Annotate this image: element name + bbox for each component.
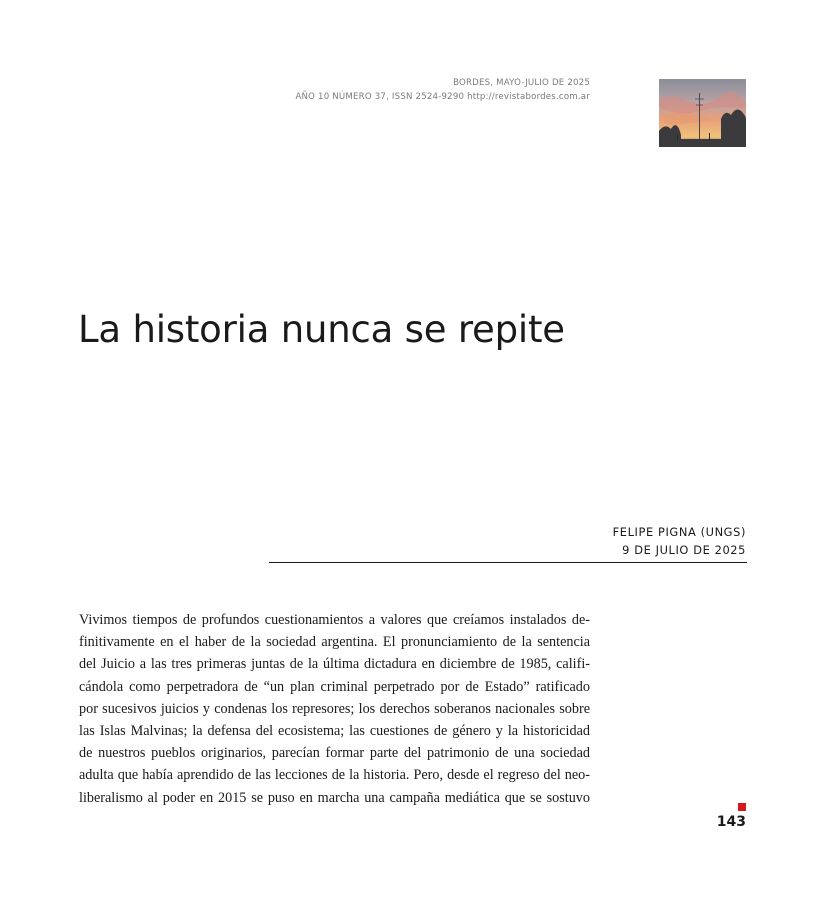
article-body [79, 609, 590, 809]
journal-name-date: BORDES, MAYO-JULIO DE 2025 [453, 78, 590, 88]
body-line: liberalismo al poder en 2015 se puso en marcha una campaña mediática que se sostuvo [79, 789, 590, 806]
body-line: finitivamente en el haber de la sociedad argentina. El pronunciamiento de la sentencia [79, 634, 590, 651]
article-title: La historia nunca se repite [78, 308, 565, 351]
body-line: del Juicio a las tres primeras juntas de la última dictadura en diciembre de 1985, califi- [79, 656, 590, 673]
sunset-landscape-thumbnail [659, 79, 746, 147]
page-number: 143 [716, 814, 746, 830]
article-byline [446, 523, 746, 559]
body-line: Vivimos tiempos de profundos cuestionamientos a valores que creíamos instalados de- [79, 612, 590, 628]
body-line: adulta que había aprendido de las lecciones de la historia. Pero, desde el regreso del neo- [79, 767, 590, 784]
journal-header [170, 76, 590, 104]
byline-divider [269, 562, 747, 563]
journal-issue-info: AÑO 10 NÚMERO 37, ISSN 2524-9290 http://revistabordes.com.ar [295, 92, 590, 102]
body-line: las Islas Malvinas; la defensa del ecosistema; las cuestiones de género y la historicidad [79, 723, 590, 740]
body-line: de nuestros pueblos originarios, parecían formar parte del patrimonio de una sociedad [79, 745, 590, 762]
body-line: por sucesivos juicios y condenas los represores; los derechos soberanos nacionales sobre [79, 700, 590, 717]
author-name: FELIPE PIGNA (UNGS) [612, 525, 746, 539]
page-accent-square-icon [738, 803, 746, 811]
publication-date: 9 DE JULIO DE 2025 [622, 543, 746, 557]
body-line: cándola como perpetradora de “un plan criminal perpetrado por de Estado” ratificado [79, 678, 590, 695]
